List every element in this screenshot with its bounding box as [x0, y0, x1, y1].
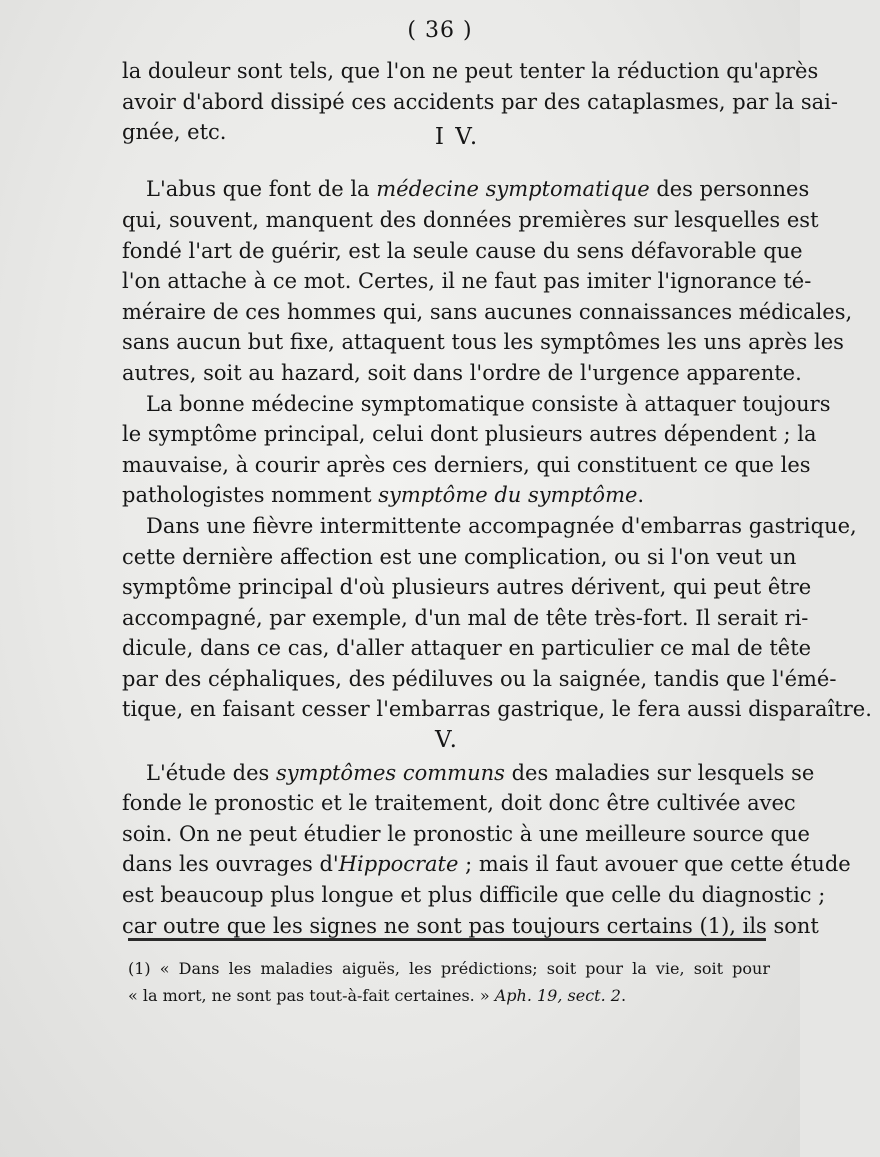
- text-line: avoir d'abord dissipé ces accidents par des cataplasmes, par la sai-: [122, 89, 838, 114]
- text-line: fonde le pronostic et le traitement, doit donc être cultivée avec: [122, 791, 796, 816]
- text-line: pathologistes nomment symptôme du symptôme.: [122, 483, 645, 508]
- text-line: par des céphaliques, des pédiluves ou la saignée, tandis que l'émé-: [122, 666, 837, 691]
- italic-term: symptôme du symptôme: [378, 483, 638, 508]
- text-line: dicule, dans ce cas, d'aller attaquer en particulier ce mal de tête: [122, 636, 812, 661]
- text-line: le symptôme principal, celui dont plusieurs autres dépendent ; la: [122, 422, 817, 447]
- text-line: dans les ouvrages d'Hippocrate ; mais il faut avouer que cette étude: [122, 852, 851, 877]
- body-text: [122, 56, 872, 941]
- text-line: L'abus que font de la médecine symptomatique des personnes: [146, 177, 810, 202]
- italic-term: Hippocrate: [338, 852, 459, 877]
- text-line: symptôme principal d'où plusieurs autres dérivent, qui peut être: [122, 575, 812, 600]
- text-line: gnée, etc.: [122, 120, 227, 145]
- text-line: La bonne médecine symptomatique consiste à attaquer toujours: [146, 391, 831, 416]
- text-line: est beaucoup plus longue et plus difficile que celle du diagnostic ;: [122, 883, 826, 908]
- text-line: sans aucun but fixe, attaquent tous les symptômes les uns après les: [122, 330, 844, 355]
- text-line: mauvaise, à courir après ces derniers, qui constituent ce que les: [122, 452, 811, 477]
- footnote: [128, 955, 770, 1009]
- footnote-rule: [128, 938, 766, 941]
- footnote-reference: Aph. 19, sect. 2: [494, 986, 621, 1005]
- footnote-line: « la mort, ne sont pas tout-à-fait certaines. » Aph. 19, sect. 2.: [128, 986, 627, 1005]
- footnote-line: (1) « Dans les maladies aiguës, les prédictions; soit pour la vie, soit pour: [128, 959, 770, 978]
- text-line: méraire de ces hommes qui, sans aucunes connaissances médicales,: [122, 299, 853, 324]
- page-number: ( 36 ): [407, 18, 473, 43]
- section-heading-v: V.: [435, 727, 459, 754]
- text-line: L'étude des symptômes communs des maladies sur lesquels se: [146, 760, 815, 785]
- text-line: accompagné, par exemple, d'un mal de tête très-fort. Il serait ri-: [122, 605, 809, 630]
- text-line: Dans une fièvre intermittente accompagnée d'embarras gastrique,: [146, 513, 857, 538]
- italic-term: médecine symptomatique: [376, 177, 650, 202]
- text-line: autres, soit au hazard, soit dans l'ordre de l'urgence apparente.: [122, 360, 802, 385]
- italic-term: symptômes communs: [275, 760, 505, 785]
- text-line: car outre que les signes ne sont pas toujours certains (1), ils sont: [122, 913, 819, 938]
- text-line: soin. On ne peut étudier le pronostic à une meilleure source que: [122, 821, 810, 846]
- text-line: l'on attache à ce mot. Certes, il ne faut pas imiter l'ignorance té-: [122, 269, 812, 294]
- text-line: tique, en faisant cesser l'embarras gastrique, le fera aussi disparaître.: [122, 697, 872, 722]
- text-line: fondé l'art de guérir, est la seule cause du sens défavorable que: [122, 238, 803, 263]
- text-line: qui, souvent, manquent des données premières sur lesquelles est: [122, 207, 819, 232]
- section-heading-iv: I V.: [434, 123, 480, 150]
- text-line: cette dernière affection est une complication, ou si l'on veut un: [122, 544, 797, 569]
- text-line: la douleur sont tels, que l'on ne peut tenter la réduction qu'après: [122, 59, 819, 83]
